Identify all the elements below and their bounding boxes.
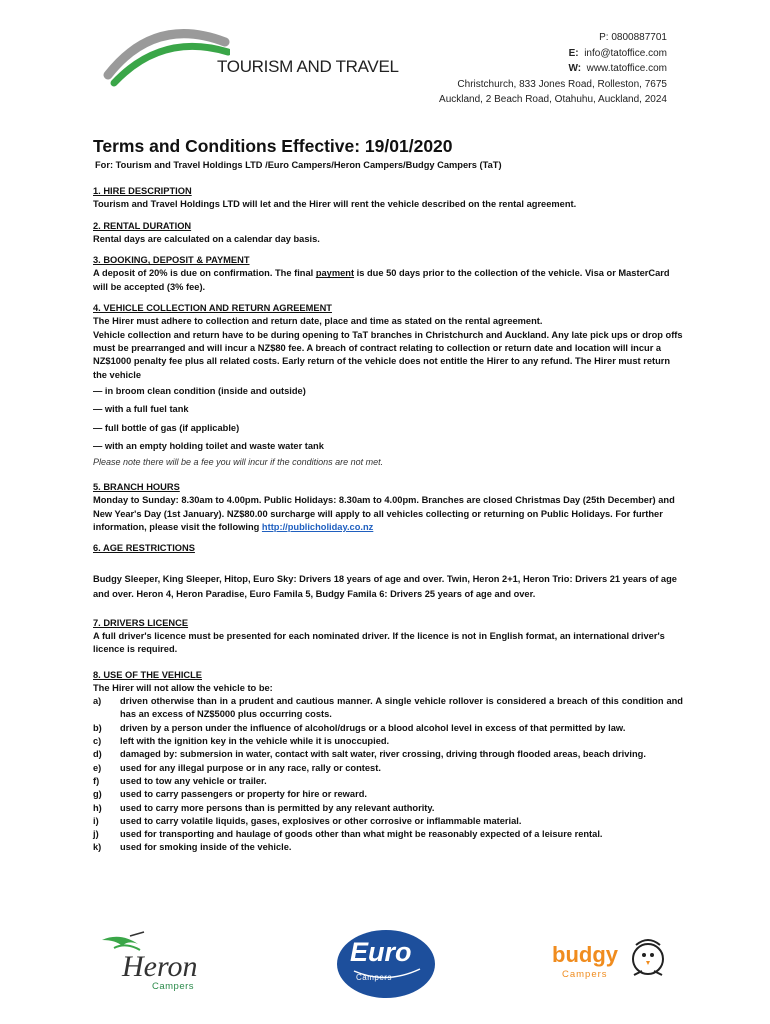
list-item xyxy=(93,802,683,815)
section-booking xyxy=(93,254,683,294)
item-text: used to tow any vehicle or trailer. xyxy=(120,775,267,786)
section-heading: 5. BRANCH HOURS xyxy=(93,482,180,493)
item-letter: d) xyxy=(93,749,102,760)
item-letter: f) xyxy=(93,775,100,786)
section-text: Budgy Sleeper, King Sleeper, Hitop, Euro Sky: Drivers 18 years of age and over. Twin, Heron 2+1, Heron Trio: Drivers 21 years of age and over. Heron 4, Heron Paradise, Euro Famila 5, Budgy Famila 6: Drivers 25 years of age and over. xyxy=(93,573,677,600)
swoosh-logo-icon xyxy=(100,20,230,90)
section-text xyxy=(93,494,683,534)
conditions-note: Please note there will be a fee you will incur if the conditions are not met. xyxy=(93,456,384,467)
item-text: used for any illegal purpose or in any race, rally or contest. xyxy=(120,762,381,773)
euro-campers-logo xyxy=(336,929,436,999)
text-part: A deposit of 20% is due on confirmation. The final xyxy=(93,268,316,279)
text-part: Monday to Sunday: 8.30am to 4.00pm. Public Holidays: 8.30am to 4.00pm. Branches are closed Christmas Day (25th December) and New Year's Day (1st January). NZ$80.00 surcharge will apply to all vehicles collecting or returning on Public Holidays. For further information, please visit the following xyxy=(93,495,675,533)
list-item: — full bottle of gas (if applicable) xyxy=(93,422,240,433)
section-vehicle-use xyxy=(93,669,683,855)
budgy-campers-logo xyxy=(552,935,672,995)
heron-brand-name: Heron xyxy=(122,950,198,983)
brand-logos xyxy=(0,925,770,1005)
list-item xyxy=(93,841,683,854)
budgy-brand-sub: Campers xyxy=(562,969,608,980)
page-title: Terms and Conditions Effective: 19/01/2020 xyxy=(93,136,453,156)
list-item: — in broom clean condition (inside and outside) xyxy=(93,385,306,396)
list-item: — with an empty holding toilet and waste water tank xyxy=(93,441,324,452)
item-letter: i) xyxy=(93,815,99,826)
item-text: used to carry passengers or property for hire or reward. xyxy=(120,789,367,800)
list-item xyxy=(93,748,683,761)
company-name: TOURISM AND TRAVEL xyxy=(217,57,399,76)
list-item: — with a full fuel tank xyxy=(93,404,189,415)
list-item xyxy=(93,775,683,788)
email-label: E: xyxy=(568,47,579,59)
item-text: used for transporting and haulage of goods other than what might be reasonably expected of a leisure rental. xyxy=(120,829,603,840)
section-text xyxy=(93,267,683,294)
item-text: left with the ignition key in the vehicle while it is unoccupied. xyxy=(120,736,390,747)
item-letter: c) xyxy=(93,736,102,747)
section-text: The Hirer will not allow the vehicle to be: xyxy=(93,682,273,693)
public-holiday-link[interactable]: http://publicholiday.co.nz xyxy=(261,522,374,533)
item-text: used for smoking inside of the vehicle. xyxy=(120,842,292,853)
section-text: Tourism and Travel Holdings LTD will let and the Hirer will rent the vehicle described on the rental agreement. xyxy=(93,199,577,210)
section-drivers-licence xyxy=(93,617,683,657)
budgy-brand-name: budgy xyxy=(552,942,618,967)
list-item xyxy=(93,788,683,801)
section-text: Rental days are calculated on a calendar day basis. xyxy=(93,233,320,244)
item-letter: b) xyxy=(93,722,102,733)
company-logo xyxy=(100,20,420,90)
euro-brand-name: Euro xyxy=(350,937,412,967)
text-part: is due 50 days prior to the collection of the vehicle. Visa or MasterCard will be accepted (3% fee). xyxy=(93,268,670,292)
list-item xyxy=(93,695,683,722)
section-heading: 1. HIRE DESCRIPTION xyxy=(93,186,192,196)
item-letter: h) xyxy=(93,802,102,813)
contact-block xyxy=(439,30,667,108)
section-heading: 7. DRIVERS LICENCE xyxy=(93,617,189,628)
address-christchurch: Christchurch, 833 Jones Road, Rolleston, 7675 xyxy=(457,78,667,90)
section-heading: 3. BOOKING, DEPOSIT & PAYMENT xyxy=(93,255,250,266)
email-address[interactable]: info@tatoffice.com xyxy=(584,47,667,59)
terms-content xyxy=(93,185,683,863)
list-item xyxy=(93,828,683,841)
section-text: The Hirer must adhere to collection and return date, place and time as stated on the rental agreement. xyxy=(93,316,543,327)
website-address[interactable]: www.tatoffice.com xyxy=(586,63,667,74)
vehicle-use-list xyxy=(93,695,683,855)
item-text: used to carry volatile liquids, gases, explosives or other corrosive or inflammable material. xyxy=(120,815,522,826)
page-subtitle: For: Tourism and Travel Holdings LTD /Euro Campers/Heron Campers/Budgy Campers (TaT) xyxy=(95,160,502,170)
euro-brand-sub: Campers xyxy=(356,973,392,982)
budgy-bird-icon xyxy=(628,935,668,980)
list-item xyxy=(93,735,683,748)
item-letter: g) xyxy=(93,789,102,800)
section-branch-hours xyxy=(93,481,683,534)
section-hire-description xyxy=(93,185,683,212)
list-item xyxy=(93,815,683,828)
section-heading: 8. USE OF THE VEHICLE xyxy=(93,669,202,680)
item-text: driven by a person under the influence of alcohol/drugs or a blood alcohol level in excess of that permitted by law. xyxy=(120,722,626,733)
section-text: Vehicle collection and return have to be during opening to TaT branches in Christchurch and Auckland. Any late pick ups or drop offs must be prearranged and will incur a NZ$80 fee. A breach of contract relating to collection or return date and location will incur a NZ$1000 penalty fee plus all related costs. Early return of the vehicle does not entitle the Hirer to any refund. The Hirer must return the vehicle xyxy=(93,329,683,380)
item-letter: k) xyxy=(93,842,102,853)
section-collection-return xyxy=(93,302,683,469)
item-letter: j) xyxy=(93,829,99,840)
phone-number: 0800887701 xyxy=(611,32,667,43)
section-heading: 6. AGE RESTRICTIONS xyxy=(93,543,195,554)
item-letter: a) xyxy=(93,696,102,707)
payment-word: payment xyxy=(315,268,355,279)
item-text: damaged by: submersion in water, contact with salt water, river crossing, driving through flooded areas, beach driving. xyxy=(120,749,646,760)
section-age-restrictions xyxy=(93,542,683,602)
phone-label: P: xyxy=(599,32,609,43)
web-label: W: xyxy=(568,63,582,74)
address-auckland: Auckland, 2 Beach Road, Otahuhu, Auckland, 2024 xyxy=(439,94,667,105)
list-item xyxy=(93,762,683,775)
heron-campers-logo xyxy=(100,930,210,995)
heron-brand-sub: Campers xyxy=(152,981,195,992)
item-text: used to carry more persons than is permitted by any relevant authority. xyxy=(120,802,435,813)
section-heading: 2. RENTAL DURATION xyxy=(93,220,192,231)
section-text: A full driver's licence must be presented for each nominated driver. If the licence is not in English format, an international driver's licence is required. xyxy=(93,630,665,655)
section-rental-duration xyxy=(93,220,683,247)
item-text: driven otherwise than in a prudent and cautious manner. A single vehicle rollover is considered a breach of this condition and has an excess of NZ$5000 plus occurring costs. xyxy=(120,696,683,720)
item-letter: e) xyxy=(93,762,102,773)
section-heading: 4. VEHICLE COLLECTION AND RETURN AGREEMENT xyxy=(93,303,332,314)
list-item xyxy=(93,722,683,735)
